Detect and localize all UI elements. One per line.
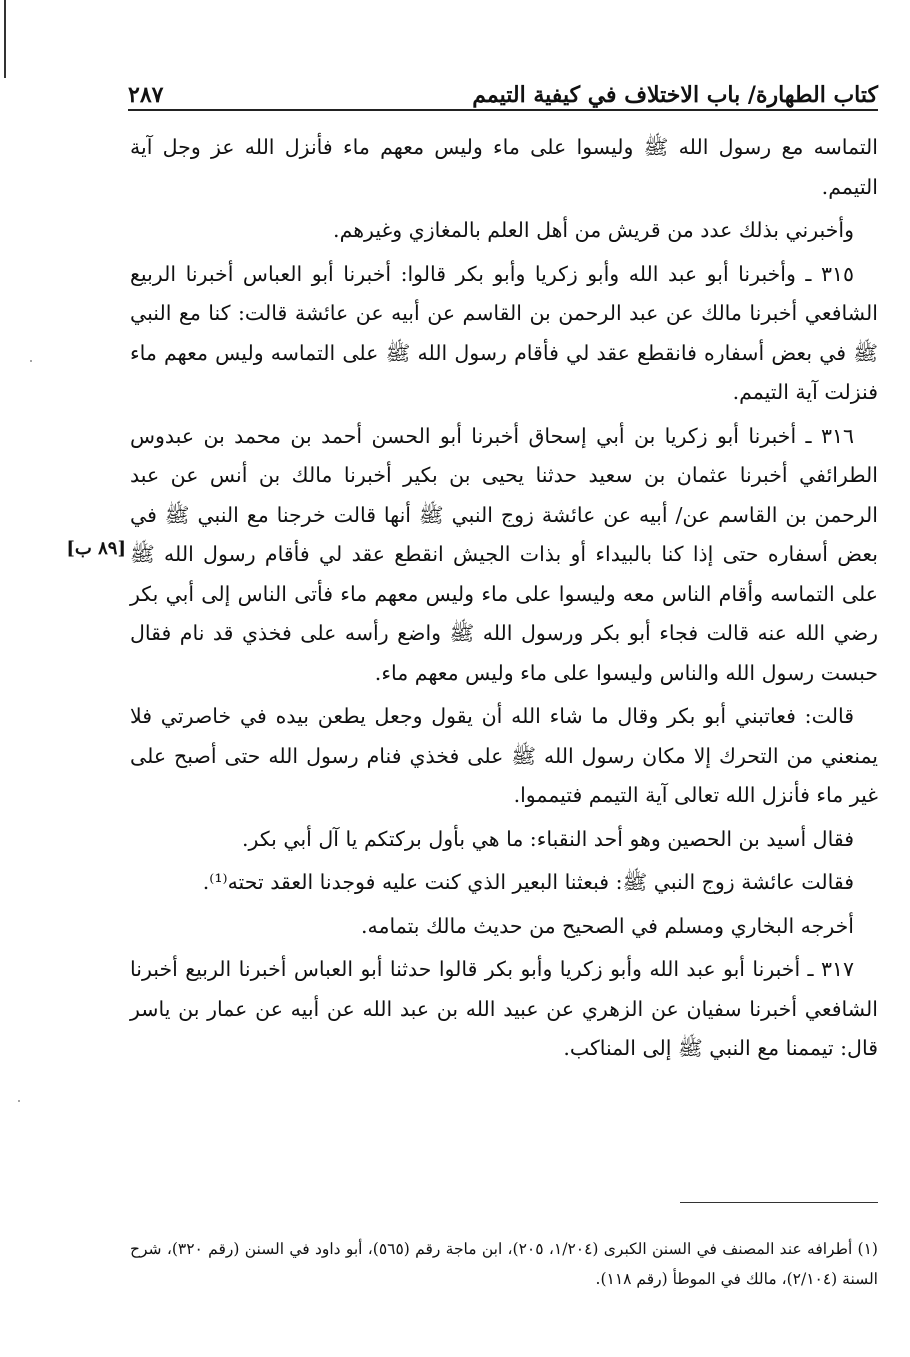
paragraph: التماسه مع رسول الله ﷺ وليسوا على ماء وليس معهم ماء فأنزل الله عز وجل آية التيمم. [130, 135, 878, 199]
page-header [128, 70, 878, 108]
scan-speck [30, 360, 32, 362]
paragraph: وأخبرني بذلك عدد من قريش من أهل العلم بالمغازي وغيرهم. [333, 218, 854, 242]
header-rule [128, 109, 878, 111]
paragraph: فقال أسيد بن الحصين وهو أحد النقباء: ما هي بأول بركتكم يا آل أبي بكر. [242, 826, 854, 851]
scan-speck [18, 1100, 20, 1102]
paragraph: أخرجه البخاري ومسلم في الصحيح من حديث مالك بتمامه. [361, 913, 854, 938]
page-number: ٢٨٧ [128, 82, 164, 108]
hadith-315: ٣١٥ ـ وأخبرنا أبو عبد الله وأبو زكريا وأبو بكر قالوا: أخبرنا أبو العباس أخبرنا الربيع الشافعي أخبرنا مالك عن عبد الرحمن بن القاسم عن أبيه عن عائشة قالت: كنا مع النبي ﷺ في بعض أسفاره فانقطع عقد لي فأقام رسول الله ﷺ على التماسه وليس معهم ماء فنزلت آية التيمم. [130, 261, 878, 404]
hadith-316: ٣١٦ ـ أخبرنا أبو زكريا بن أبي إسحاق أخبرنا أبو الحسن أحمد بن محمد بن عبدوس الطرائفي أخبرنا عثمان بن سعيد حدثنا يحيى بن بكير أخبرنا مالك بن أنس عن عبد الرحمن بن القاسم عن/ أبيه عن عائشة زوج النبي ﷺ أنها قالت خرجنا مع النبي ﷺ في بعض أسفاره حتى إذا كنا بالبيداء أو بذات الجيش انقطع عقد لي فأقام رسول الله ﷺ على التماسه وأقام الناس معه وليسوا على ماء وليس معهم ماء فأتى الناس إلى أبي بكر رضي الله عنه قالت فجاء أبو بكر ورسول الله ﷺ واضع رأسه على فخذي قد نام فقال حبست رسول الله والناس وليسوا على ماء وليس معهم ماء. [130, 423, 878, 685]
footnotes [130, 1234, 878, 1294]
hadith-317: ٣١٧ ـ أخبرنا أبو عبد الله وأبو زكريا وأبو بكر قالوا حدثنا أبو العباس أخبرنا الربيع أخبرنا الشافعي أخبرنا سفيان عن الزهري عن عبيد الله بن عبد الله عن أبيه عن عمار بن ياسر قال: تيممنا مع النبي ﷺ إلى المناكب. [130, 957, 878, 1060]
footnote: (١) أطرافه عند المصنف في السنن الكبرى (١/٢٠٤، ٢٠٥)، ابن ماجة رقم (٥٦٥)، أبو داود في السنن (رقم ٣٢٠)، شرح السنة (٢/١٠٤)، مالك في الموطأ (رقم ١١٨). [130, 1240, 878, 1288]
margin-note: [٨٩ ب] [66, 538, 126, 559]
paragraph: فقالت عائشة زوج النبي ﷺ: فبعثنا البعير الذي كنت عليه فوجدنا العقد تحته⁽¹⁾. [202, 870, 854, 894]
running-head: كتاب الطهارة/ باب الاختلاف في كيفية التيمم [472, 82, 878, 108]
footnote-rule [680, 1202, 878, 1203]
main-text [130, 128, 878, 1073]
page-edge-line [4, 0, 6, 78]
paragraph: قالت: فعاتبني أبو بكر وقال ما شاء الله أن يقول وجعل يطعن بيده في خاصرتي فلا يمنعني من التحرك إلا مكان رسول الله ﷺ على فخذي فنام رسول الله حتى أصبح على غير ماء فأنزل الله تعالى آية التيمم فتيمموا. [130, 704, 878, 807]
